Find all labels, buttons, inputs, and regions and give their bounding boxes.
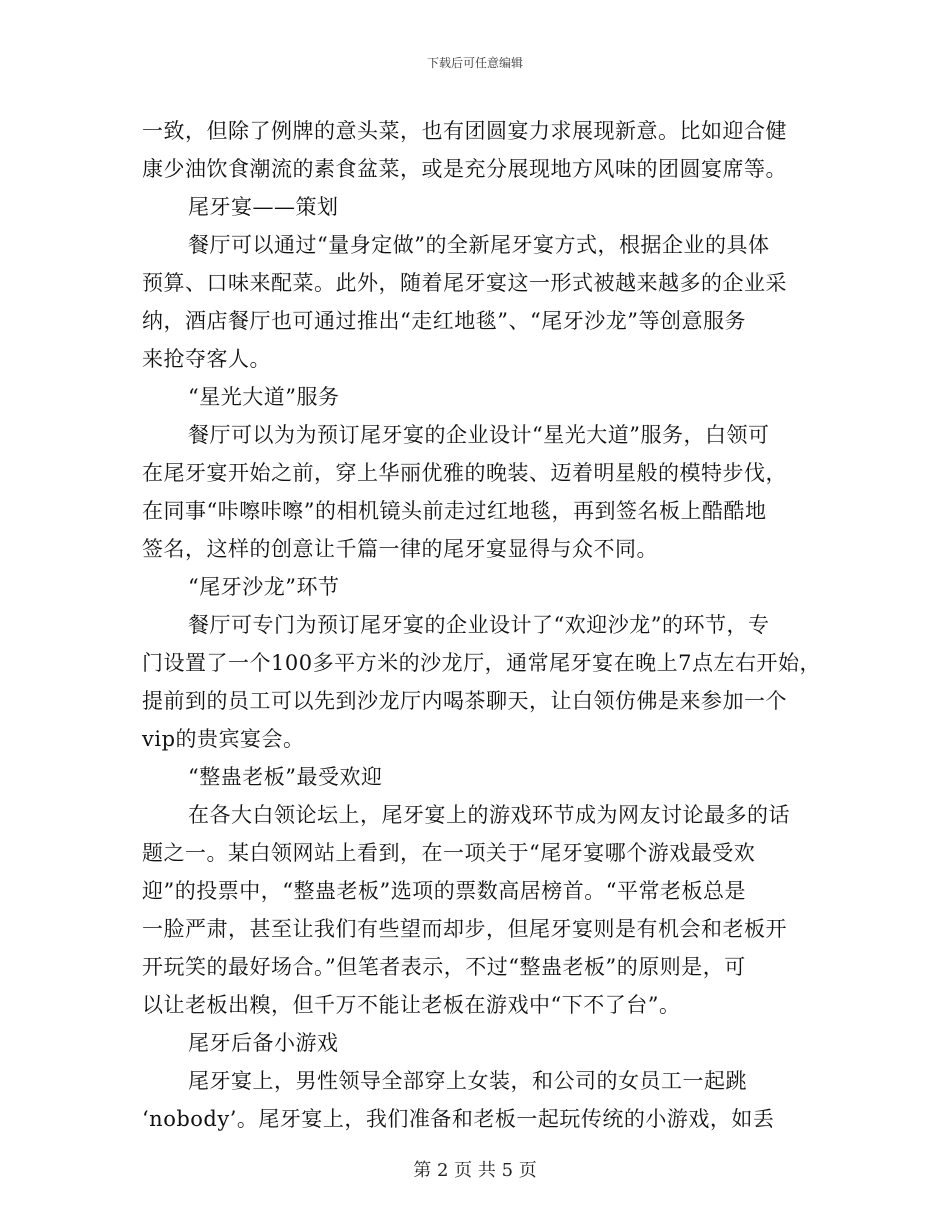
text-line: 纳，酒店餐厅也可通过推出“走红地毯”、“尾牙沙龙”等创意服务 xyxy=(142,309,746,333)
text-line: ‘nobody’。尾牙宴上，我们准备和老板一起玩传统的小游戏，如丢 xyxy=(142,1107,775,1131)
section-heading: “尾牙沙龙”环节 xyxy=(188,575,340,599)
text-line: 尾牙宴上，男性领导全部穿上女装，和公司的女员工一起跳 xyxy=(188,1069,747,1093)
text-line: 以让老板出糗，但千万不能让老板在游戏中“下不了台”。 xyxy=(142,993,681,1017)
text-line: 餐厅可专门为预订尾牙宴的企业设计了“欢迎沙龙”的环节，专 xyxy=(188,613,770,637)
text-line: 预算、口味来配菜。此外，随着尾牙宴这一形式被越来越多的企业采 xyxy=(142,271,787,295)
text-line: 一脸严肃，甚至让我们有些望而却步，但尾牙宴则是有机会和老板开 xyxy=(142,917,787,941)
text-line: 题之一。某白领网站上看到，在一项关于“尾牙宴哪个游戏最受欢 xyxy=(142,841,756,865)
text-line: 餐厅可以通过“量身定做”的全新尾牙宴方式，根据企业的具体 xyxy=(188,233,770,257)
page-footer: 第 2 页 共 5 页 xyxy=(413,1160,537,1181)
page-header: 下载后可任意编辑 xyxy=(426,56,523,70)
text-line: 来抢夺客人。 xyxy=(142,347,271,371)
document-body xyxy=(142,112,832,1138)
section-heading: “星光大道”服务 xyxy=(188,385,340,409)
text-line: 开玩笑的最好场合。”但笔者表示，不过“整蛊老板”的原则是，可 xyxy=(142,955,746,979)
text-line: 康少油饮食潮流的素食盆菜，或是充分展现地方风味的团圆宴席等。 xyxy=(142,157,787,181)
text-line: 在尾牙宴开始之前，穿上华丽优雅的晚装、迈着明星般的模特步伐， xyxy=(142,461,787,485)
section-heading: 尾牙宴——策划 xyxy=(188,195,339,219)
text-line: 餐厅可以为为预订尾牙宴的企业设计“星光大道”服务，白领可 xyxy=(188,423,770,447)
text-line: 迎”的投票中，“整蛊老板”选项的票数高居榜首。“平常老板总是 xyxy=(142,879,746,903)
section-heading: 尾牙后备小游戏 xyxy=(188,1031,339,1055)
text-line: 在各大白领论坛上，尾牙宴上的游戏环节成为网友讨论最多的话 xyxy=(188,803,790,827)
section-heading: “整蛊老板”最受欢迎 xyxy=(188,765,383,789)
text-line: vip的贵宾宴会。 xyxy=(142,727,305,751)
text-line: 提前到的员工可以先到沙龙厅内喝茶聊天，让白领仿佛是来参加一个 xyxy=(142,689,787,713)
text-line: 门设置了一个100多平方米的沙龙厅，通常尾牙宴在晚上7点左右开始， xyxy=(142,651,821,675)
text-line: 一致，但除了例牌的意头菜，也有团圆宴力求展现新意。比如迎合健 xyxy=(142,119,787,143)
text-line: 签名，这样的创意让千篇一律的尾牙宴显得与众不同。 xyxy=(142,537,658,561)
text-line: 在同事“咔嚓咔嚓”的相机镜头前走过红地毯，再到签名板上酷酷地 xyxy=(142,499,767,523)
